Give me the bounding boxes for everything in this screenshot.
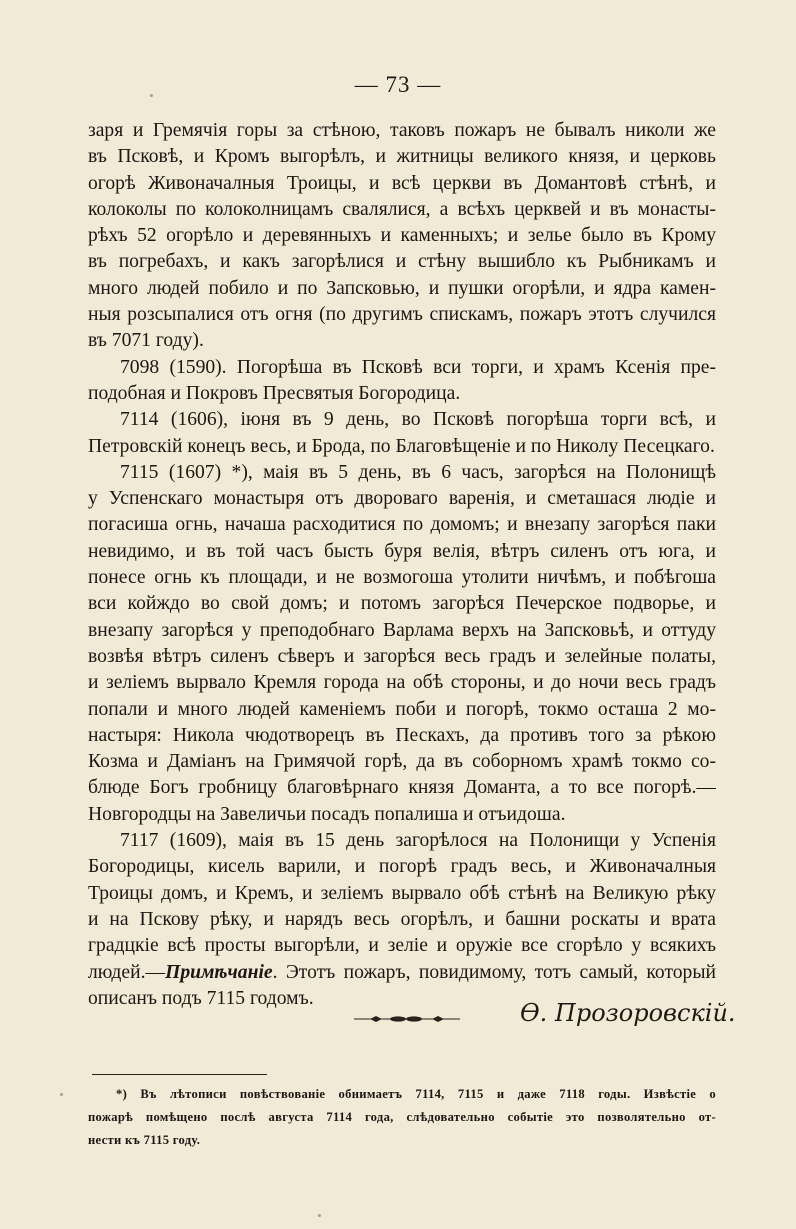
text-line: настыря: Никола чюдотворецъ въ Пескахъ, да противъ того за рѣкою (88, 724, 716, 746)
text-line: Троицы домъ, и Кремъ, и зеліемъ вырвало обѣ стѣнѣ на Великую рѣку (88, 882, 716, 904)
text-line: градцкіе всѣ просты выгорѣли, и зеліе и оружіе все сгорѣло у всякихъ (88, 935, 716, 957)
paper-speck (318, 1214, 321, 1217)
text-line: Новгородцы на Завеличьи посадъ попалиша и отъидоша. (88, 803, 566, 825)
text-line: попали и много людей каменіемъ поби и погорѣ, токмо осташа 2 мо- (88, 698, 716, 720)
text-line: огорѣ Живоначалныя Троицы, и всѣ церкви въ Домантовѣ стѣнѣ, и (88, 172, 716, 194)
text-line: рѣхъ 52 огорѣло и деревянныхъ и каменныхъ; и зелье было въ Крому (88, 225, 716, 247)
text-line: описанъ подъ 7115 годомъ. (88, 987, 314, 1009)
text-line: въ погребахъ, и какъ загорѣлися и стѣну вышибло къ Рыбникамъ и (88, 251, 716, 273)
footnote (88, 1083, 716, 1152)
text-line: Петровскій конецъ весь, и Брода, по Благовѣщеніе и по Николу Песецкаго. (88, 435, 715, 457)
text-line: много людей побило и по Запсковью, и пушки огорѣли, и ядра камен- (88, 277, 716, 299)
text-line: 7114 (1606), іюня въ 9 день, во Псковѣ погорѣша торги всѣ, и (120, 409, 716, 431)
paper-speck (150, 94, 153, 97)
paragraph-4 (88, 460, 716, 828)
page-number: — 73 — (354, 72, 442, 97)
text-line: вси койждо во свой домъ; и потомъ загорѣся Печерское подворье, и (88, 593, 716, 615)
text-line: 7098 (1590). Погорѣша въ Псковѣ вси торги, и храмъ Ксенія пре- (120, 356, 716, 378)
note-line (88, 960, 716, 986)
paragraph-1 (88, 118, 716, 355)
paragraph-2 (88, 355, 716, 408)
text-line: понесе огнь къ площади, и не возмогоша утолити ничѣмъ, и побѣгоша (88, 567, 716, 589)
paragraph-5 (88, 828, 716, 1012)
text-line: внезапу загорѣся у преподобнаго Варлама верхъ на Запсковьѣ, и оттуду (88, 619, 716, 641)
footnote-line: нести къ 7115 году. (88, 1133, 201, 1147)
note-line-start: людей.— (88, 961, 166, 983)
note-line-end: . Этотъ пожаръ, повидимому, тотъ самый, который (272, 961, 716, 983)
ornament-divider (352, 1014, 462, 1024)
text-line: въ 7071 году). (88, 330, 204, 352)
text-line: возвѣя вѣтръ силенъ сѣверъ и загорѣся весь градъ и зелейные полаты, (88, 645, 716, 667)
text-line: у Успенскаго монастыря отъ двороваго варенія, и сметашася людіе и (88, 488, 716, 510)
paragraph-3 (88, 407, 716, 460)
author-signature: Ѳ. Прозоровскій. (520, 999, 736, 1027)
paper-speck (60, 1093, 63, 1096)
text-line: невидимо, и въ той часъ бысть буря велія, вѣтръ силенъ отъ юга, и (88, 540, 716, 562)
note-heading: Примѣчаніе (165, 961, 273, 983)
text-line: погасиша огнь, начаша расходитися по домомъ; и внезапу загорѣся паки (88, 514, 716, 536)
text-line: Богородицы, кисель варили, и погорѣ градъ весь, и Живоначалныя (88, 856, 716, 878)
text-line: 7117 (1609), маія въ 15 день загорѣлося на Полонищи у Успенія (120, 830, 716, 852)
footnote-line: *) Въ лѣтописи повѣствованіе обнимаетъ 7114, 7115 и даже 7118 годы. Извѣстіе о (116, 1087, 716, 1101)
footnote-line: пожарѣ помѣщено послѣ августа 7114 года, слѣдовательно событіе это позволятельно от- (88, 1110, 716, 1124)
text-line: ныя розсыпалися отъ огня (по другимъ спискамъ, пожаръ этотъ случился (88, 304, 716, 326)
text-line: заря и Гремячія горы за стѣною, таковъ пожаръ не бывалъ николи же (88, 120, 716, 141)
text-line: въ Псковѣ, и Кромъ выгорѣлъ, и житницы великого князя, и церковь (88, 146, 716, 168)
body-text (88, 118, 716, 1012)
text-line: Козма и Даміанъ на Гримячой горѣ, да въ соборномъ храмѣ токмо со- (88, 751, 716, 773)
footnote-divider (92, 1074, 267, 1075)
text-line: и зеліемъ вырвало Кремля города на обѣ стороны, и до ночи весь градъ (88, 672, 716, 694)
text-line: колоколы по колоколницамъ свалялися, а всѣхъ церквей и въ монасты- (88, 198, 716, 220)
text-line: 7115 (1607) *), маія въ 5 день, въ 6 часъ, загорѣся на Полонищѣ (120, 461, 716, 483)
text-line: блюде Богъ гробницу благовѣрнаго князя Доманта, а то все погорѣ.— (88, 777, 716, 799)
text-line: и на Пскову рѣку, и нарядъ весь огорѣлъ, и башни роскаты и врата (88, 908, 716, 930)
text-line: подобная и Покровъ Пресвятыя Богородица. (88, 382, 461, 404)
